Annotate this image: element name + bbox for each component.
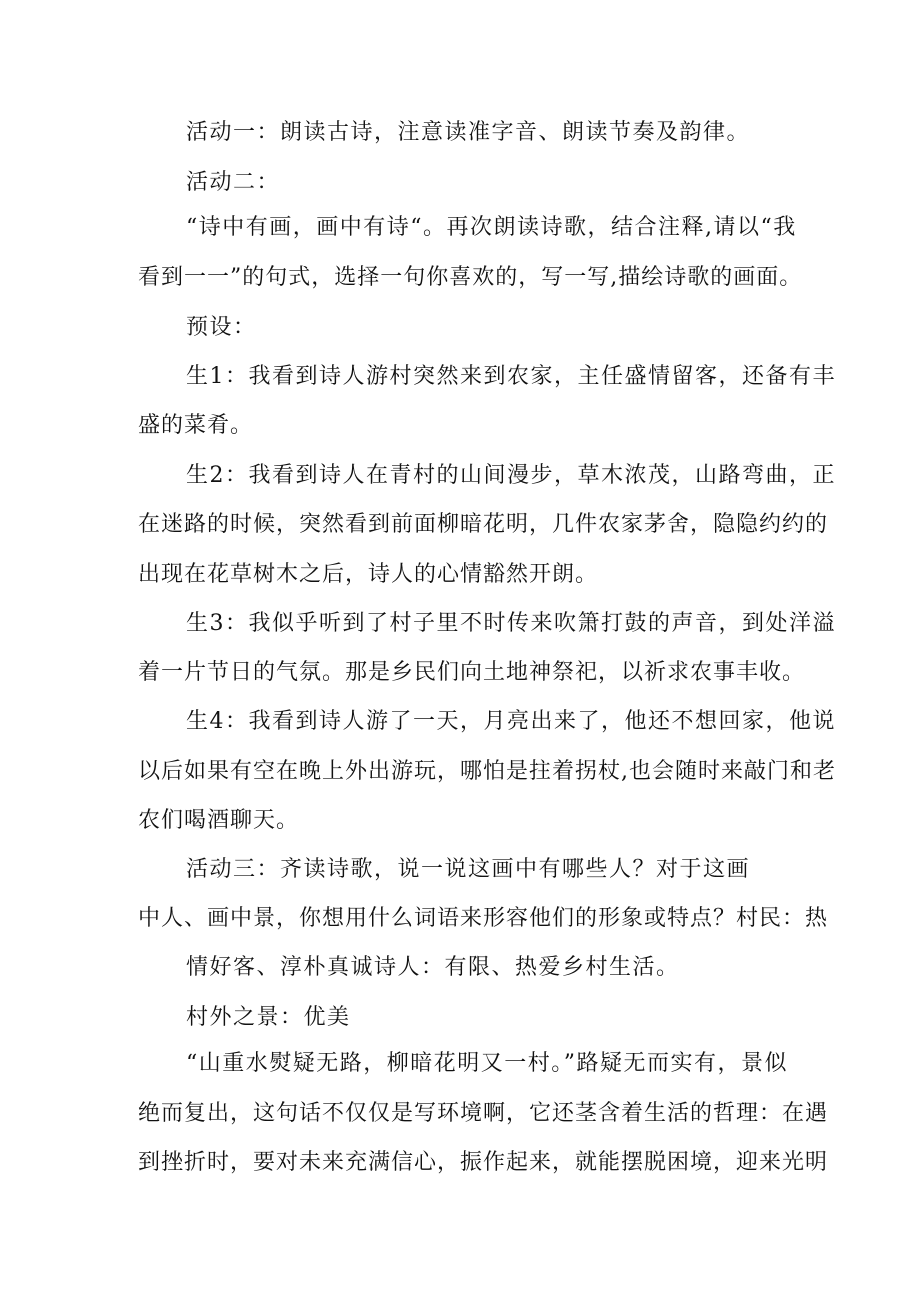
paragraph-preset-heading: 预设： xyxy=(186,315,257,340)
paragraph-student-4-line-2: 以后如果有空在晚上外出游玩，哪怕是拄着拐杖,也会随时来敲门和老 xyxy=(138,759,836,784)
paragraph-student-1-line-2: 盛的菜肴。 xyxy=(138,413,254,438)
paragraph-student-2-line-1: 生2：我看到诗人在青村的山间漫步，草木浓茂，山路弯曲，正 xyxy=(186,463,836,488)
paragraph-student-4-line-1: 生4：我看到诗人游了一天，月亮出来了，他还不想回家，他说 xyxy=(186,709,836,734)
paragraph-student-3-line-1: 生3：我似乎听到了村子里不时传来吹箫打鼓的声音，到处洋溢 xyxy=(186,611,836,636)
paragraph-student-2-line-2: 在迷路的时候，突然看到前面柳暗花明，几件农家茅舍，隐隐约约的 xyxy=(138,512,829,537)
paragraph-poem-line-1: “山重水熨疑无路，柳暗花明又一村。”路疑无而实有，景似 xyxy=(186,1051,788,1076)
paragraph-poem-line-2: 绝而复出，这句话不仅仅是写环境啊，它还茎含着生活的哲理：在遇 xyxy=(138,1101,829,1126)
paragraph-student-1-line-1: 生1：我看到诗人游村突然来到农家，主任盛情留客，还备有丰 xyxy=(186,364,836,389)
paragraph-activity-one: 活动一：朗读古诗，注意读准字音、朗读节奏及韵律。 xyxy=(186,120,751,145)
paragraph-activity-three-line-3: 情好客、淳朴真诚诗人：有限、热爱乡村生活。 xyxy=(186,955,680,980)
paragraph-activity-two-line-1: “诗中有画，画中有诗“。再次朗读诗歌，结合注释,请以“我 xyxy=(186,215,797,240)
paragraph-village-scenery: 村外之景：优美 xyxy=(186,1005,351,1030)
paragraph-student-4-line-3: 农们喝酒聊天。 xyxy=(138,808,300,833)
paragraph-poem-line-3: 到挫折时，要对未来充满信心，振作起来，就能摆脱困境，迎来光明 xyxy=(138,1150,829,1175)
paragraph-student-2-line-3: 出现在花草树木之后，诗人的心情豁然开朗。 xyxy=(138,562,599,587)
paragraph-student-3-line-2: 着一片节日的气氛。那是乡民们向土地神祭祀，以祈求农事丰收。 xyxy=(138,660,806,685)
paragraph-activity-three-line-2: 中人、画中景，你想用什么词语来形容他们的形象或特点？村民：热 xyxy=(138,906,829,931)
paragraph-activity-three-line-1: 活动三：齐读诗歌，说一说这画中有哪些人？对于这画 xyxy=(186,857,751,882)
paragraph-activity-two-heading: 活动二： xyxy=(186,170,281,195)
paragraph-activity-two-line-2: 看到一一”的句式，选择一句你喜欢的，写一写,描绘诗歌的画面。 xyxy=(138,265,803,290)
